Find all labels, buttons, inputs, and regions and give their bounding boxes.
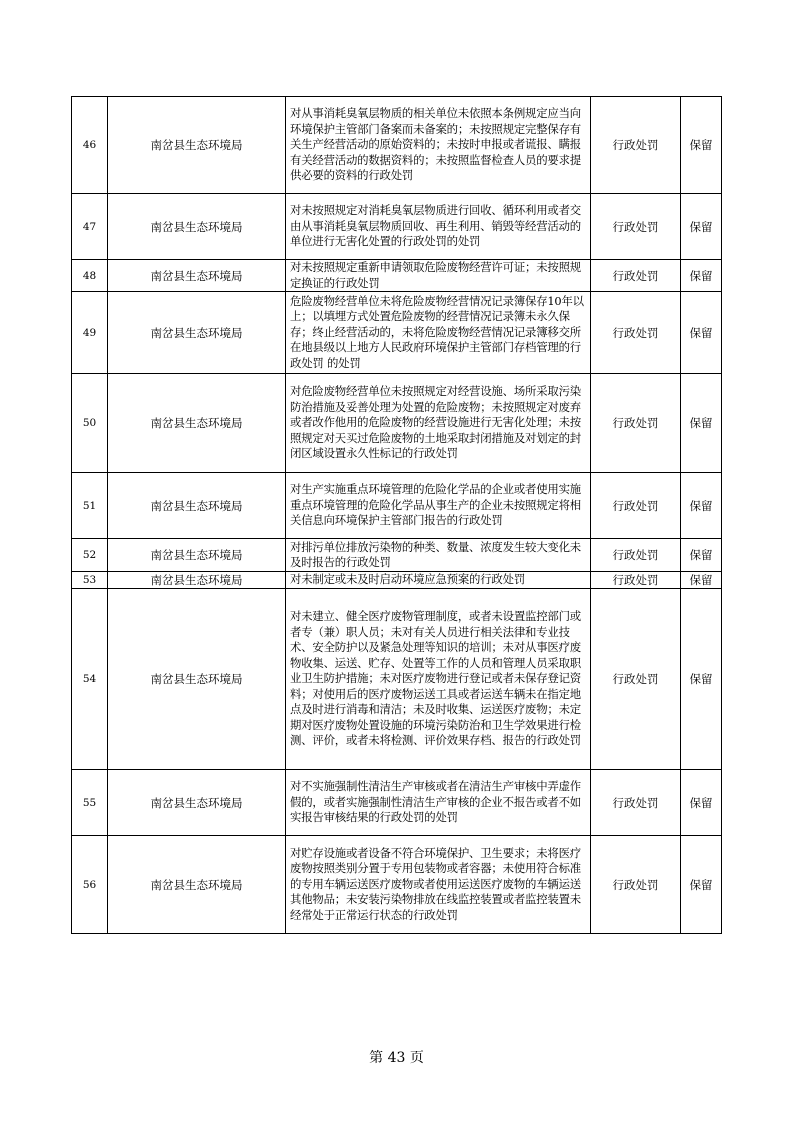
item-description: 对不实施强制性清洁生产审核或者在清洁生产审核中弄虚作假的，或者实施强制性清洁生产审核的企业不报告或者不如实报告审核结果的行政处罚的处罚 [290,779,581,825]
item-description: 危险废物经营单位未将危险废物经营情况记录簿保存10年以上；以填埋方式处置危险废物的经营情况记录簿未永久保存；终止经营活动的，未将危险废物经营情况记录簿移交所在地县级以上地方人民政府环境保护主管部门存档管理的行政处罚 的处罚 [290,293,584,370]
row-number: 52 [72,539,108,572]
table-row [72,292,722,374]
item-type: 行政处罚 [591,194,681,260]
item-description: 对危险废物经营单位未按照规定对经营设施、场所采取污染防治措施及妥善处理为处置的危险废物；未按照规定对废弃或者改作他用的危险废物的经营设施进行无害化处理；未按照规定对天买过危险废物的土地采取封闭措施及对划定的封闭区域设置永久性标记的行政处罚 [290,384,581,461]
item-status: 保留 [681,539,722,572]
department-name: 南岔县生态环境局 [108,97,286,194]
item-type: 行政处罚 [591,572,681,589]
department-name: 南岔县生态环境局 [108,292,286,374]
table-row [72,589,722,770]
table-row [72,260,722,292]
row-number: 55 [72,770,108,836]
table-row [72,374,722,473]
item-description: 对生产实施重点环境管理的危险化学品的企业或者使用实施重点环境管理的危险化学品从事生产的企业未按照规定将相关信息向环境保护主管部门报告的行政处罚 [290,482,581,528]
item-status: 保留 [681,589,722,770]
department-name: 南岔县生态环境局 [108,374,286,473]
department-name: 南岔县生态环境局 [108,836,286,934]
item-status: 保留 [681,292,722,374]
table-row [72,539,722,572]
item-status: 保留 [681,770,722,836]
item-type: 行政处罚 [591,97,681,194]
row-number: 47 [72,194,108,260]
table-row [72,473,722,539]
row-number: 56 [72,836,108,934]
item-status: 保留 [681,194,722,260]
row-number: 51 [72,473,108,539]
item-description: 对未按照规定对消耗臭氧层物质进行回收、循环利用或者交由从事消耗臭氧层物质回收、再生利用、销毁等经营活动的单位进行无害化处置的行政处罚的处罚 [290,203,581,249]
department-name: 南岔县生态环境局 [108,770,286,836]
table-row [72,836,722,934]
item-description: 对从事消耗臭氧层物质的相关单位未依照本条例规定应当向环境保护主管部门备案而未备案的；未按照规定完整保存有关生产经营活动的原始资料的；未按时申报或者谎报、瞒报有关经营活动的数据资料的；未按照监督检查人员的要求提供必要的资料的行政处罚 [290,106,581,183]
item-description: 对排污单位排放污染物的种类、数量、浓度发生较大变化未及时报告的行政处罚 [290,539,581,569]
department-name: 南岔县生态环境局 [108,260,286,292]
item-type: 行政处罚 [591,374,681,473]
row-number: 50 [72,374,108,473]
table-row [72,572,722,589]
row-number: 54 [72,589,108,770]
item-type: 行政处罚 [591,473,681,539]
item-status: 保留 [681,836,722,934]
department-name: 南岔县生态环境局 [108,473,286,539]
row-number: 48 [72,260,108,292]
item-description: 对未按照规定重新申请领取危险废物经营许可证；未按照规定换证的行政处罚 [290,260,581,290]
row-number: 46 [72,97,108,194]
table-row [72,194,722,260]
item-status: 保留 [681,572,722,589]
department-name: 南岔县生态环境局 [108,539,286,572]
item-type: 行政处罚 [591,589,681,770]
item-type: 行政处罚 [591,836,681,934]
item-status: 保留 [681,473,722,539]
item-type: 行政处罚 [591,260,681,292]
page-number: 第 43 页 [369,1050,424,1066]
item-type: 行政处罚 [591,292,681,374]
item-type: 行政处罚 [591,539,681,572]
row-number: 49 [72,292,108,374]
records-table [71,96,722,934]
item-status: 保留 [681,260,722,292]
table-row [72,770,722,836]
department-name: 南岔县生态环境局 [108,589,286,770]
table-row [72,97,722,194]
department-name: 南岔县生态环境局 [108,194,286,260]
item-description: 对未制定或未及时启动环境应急预案的行政处罚 [290,572,526,587]
item-description: 对未建立、健全医疗废物管理制度，或者未设置监控部门或者专（兼）职人员；未对有关人员进行相关法律和专业技术、安全防护以及紧急处理等知识的培训；未对从事医疗废物收集、运送、贮存、处置等工作的人员和管理人员采取职业卫生防护措施；未对医疗废物进行登记或者未保存登记资料；对使用后的医疗废物运送工具或者运送车辆未在指定地点及时进行消毒和清洁；未及时收集、运送医疗废物；未定期对医疗废物处置设施的环境污染防治和卫生学效果进行检测、评价，或者未将检测、评价效果存档、报告的行政处罚 [290,609,581,748]
department-name: 南岔县生态环境局 [108,572,286,589]
item-type: 行政处罚 [591,770,681,836]
row-number: 53 [72,572,108,589]
item-status: 保留 [681,374,722,473]
item-status: 保留 [681,97,722,194]
item-description: 对贮存设施或者设备不符合环境保护、卫生要求；未将医疗废物按照类别分置于专用包装物或者容器；未使用符合标准的专用车辆运送医疗废物或者使用运送医疗废物的车辆运送其他物品；未安装污染物排放在线监控装置或者监控装置未经常处于正常运行状态的行政处罚 [290,845,581,922]
